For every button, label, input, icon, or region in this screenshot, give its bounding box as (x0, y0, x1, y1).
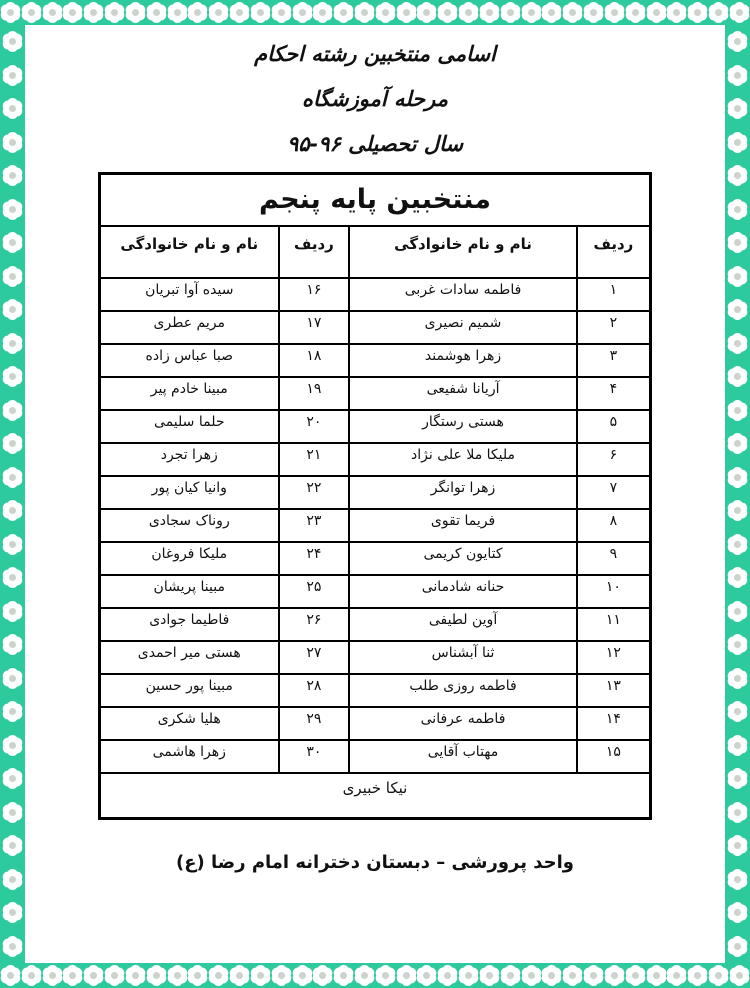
flower-icon (403, 972, 410, 979)
flower-icon (734, 943, 741, 950)
name-cell: روناک سجادی (100, 509, 279, 542)
flower-icon (734, 574, 741, 581)
students-table (98, 172, 652, 820)
table-row (100, 476, 651, 509)
rank-cell: ۲۲ (279, 476, 350, 509)
flower-icon (734, 541, 741, 548)
name-cell: ملیکا ملا علی نژاد (349, 443, 577, 476)
table-bottom-row (100, 773, 651, 819)
flower-icon (403, 9, 410, 16)
table-row (100, 608, 651, 641)
flower-icon (694, 972, 701, 979)
rank-cell: ۲۷ (279, 641, 350, 674)
name-cell: کتایون کریمی (349, 542, 577, 575)
rank-cell: ۱۵ (577, 740, 651, 773)
flower-icon (111, 972, 118, 979)
flower-icon (694, 9, 701, 16)
name-cell: ملیکا فروغان (100, 542, 279, 575)
flower-icon (734, 809, 741, 816)
flower-icon (132, 972, 139, 979)
rank-cell: ۱۹ (279, 377, 350, 410)
flower-icon (734, 608, 741, 615)
flower-icon (486, 972, 493, 979)
flower-icon (257, 972, 264, 979)
flower-icon (734, 239, 741, 246)
decorative-border-top (0, 0, 750, 25)
flower-icon (734, 842, 741, 849)
flower-icon (673, 9, 680, 16)
table-row (100, 542, 651, 575)
flower-icon (153, 9, 160, 16)
name-cell: هستی میر احمدی (100, 641, 279, 674)
header-calligraphy-line-2: مرحله آموزشگاه (301, 87, 448, 111)
name-cell: فاطمه سادات غربی (349, 278, 577, 311)
name-cell: فاطمه عرفانی (349, 707, 577, 740)
flower-icon (9, 474, 16, 481)
flower-icon (653, 972, 660, 979)
flower-icon (734, 775, 741, 782)
flower-icon (734, 708, 741, 715)
flower-icon (465, 9, 472, 16)
table-row (100, 410, 651, 443)
flower-icon (382, 972, 389, 979)
flower-icon (590, 9, 597, 16)
flower-icon (9, 742, 16, 749)
document-content (25, 25, 725, 963)
name-cell: آوین لطیفی (349, 608, 577, 641)
flower-icon (319, 972, 326, 979)
name-cell: آریانا شفیعی (349, 377, 577, 410)
table-row (100, 443, 651, 476)
flower-icon (9, 38, 16, 45)
flower-icon (9, 574, 16, 581)
table-row (100, 311, 651, 344)
column-header-name-left: نام و نام خانوادگی (100, 226, 279, 278)
flower-icon (9, 239, 16, 246)
name-cell: صبا عباس زاده (100, 344, 279, 377)
flower-icon (90, 9, 97, 16)
rank-cell: ۷ (577, 476, 651, 509)
flower-icon (9, 608, 16, 615)
name-cell: حلما سلیمی (100, 410, 279, 443)
name-cell: وانیا کیان پور (100, 476, 279, 509)
flower-icon (215, 972, 222, 979)
flower-icon (299, 9, 306, 16)
flower-icon (340, 972, 347, 979)
flower-icon (734, 72, 741, 79)
name-cell: حنانه شادمانی (349, 575, 577, 608)
flower-icon (9, 541, 16, 548)
name-cell: مهتاب آقایی (349, 740, 577, 773)
header-calligraphy-line-3: سال تحصیلی ۹۶-۹۵ (286, 132, 464, 156)
rank-cell: ۸ (577, 509, 651, 542)
table-header-row (100, 226, 651, 278)
flower-icon (444, 972, 451, 979)
flower-icon (9, 675, 16, 682)
rank-cell: ۲۰ (279, 410, 350, 443)
flower-icon (9, 206, 16, 213)
flower-icon (569, 972, 576, 979)
rank-cell: ۱۷ (279, 311, 350, 344)
flower-icon (736, 972, 743, 979)
rank-cell: ۲۵ (279, 575, 350, 608)
flower-icon (9, 641, 16, 648)
flower-icon (257, 9, 264, 16)
flower-icon (9, 172, 16, 179)
flower-icon (734, 139, 741, 146)
table-row (100, 377, 651, 410)
table-row (100, 740, 651, 773)
name-cell: زهرا هاشمی (100, 740, 279, 773)
rank-cell: ۹ (577, 542, 651, 575)
flower-icon (734, 876, 741, 883)
flower-icon (611, 9, 618, 16)
decorative-border-right (725, 25, 750, 963)
flower-icon (486, 9, 493, 16)
flower-icon (734, 373, 741, 380)
rank-cell: ۴ (577, 377, 651, 410)
flower-icon (9, 775, 16, 782)
rank-cell: ۲۹ (279, 707, 350, 740)
flower-icon (734, 206, 741, 213)
flower-icon (734, 407, 741, 414)
rank-cell: ۵ (577, 410, 651, 443)
students-tbody (100, 278, 651, 773)
flower-icon (28, 9, 35, 16)
flower-icon (9, 943, 16, 950)
name-cell: فاطمه روزی طلب (349, 674, 577, 707)
flower-icon (715, 9, 722, 16)
flower-icon (9, 72, 16, 79)
name-cell: مبینا پور حسین (100, 674, 279, 707)
flower-icon (734, 340, 741, 347)
flower-icon (9, 373, 16, 380)
rank-cell: ۲۴ (279, 542, 350, 575)
flower-icon (734, 105, 741, 112)
flower-icon (153, 972, 160, 979)
flower-icon (444, 9, 451, 16)
flower-icon (736, 9, 743, 16)
name-cell: زهرا تجرد (100, 443, 279, 476)
flower-icon (611, 972, 618, 979)
name-cell: مریم عطری (100, 311, 279, 344)
footer-text: واحد پرورشی – دبستان دخترانه امام رضا (ع) (176, 852, 574, 873)
flower-icon (361, 9, 368, 16)
flower-icon (507, 9, 514, 16)
flower-icon (590, 972, 597, 979)
flower-icon (734, 172, 741, 179)
rank-cell: ۱۴ (577, 707, 651, 740)
flower-icon (9, 708, 16, 715)
flower-icon (194, 9, 201, 16)
rank-cell: ۱۱ (577, 608, 651, 641)
flower-icon (9, 105, 16, 112)
flower-icon (734, 909, 741, 916)
column-header-rank-left: ردیف (279, 226, 350, 278)
name-cell: مبینا پریشان (100, 575, 279, 608)
table-row (100, 674, 651, 707)
flower-icon (507, 972, 514, 979)
flower-icon (90, 972, 97, 979)
document-header (25, 25, 725, 159)
flower-icon (174, 972, 181, 979)
decorative-border-bottom (0, 963, 750, 988)
name-cell: زهرا هوشمند (349, 344, 577, 377)
rank-cell: ۱۶ (279, 278, 350, 311)
flower-icon (548, 9, 555, 16)
flower-icon (7, 9, 14, 16)
rank-cell: ۲۱ (279, 443, 350, 476)
flower-icon (734, 474, 741, 481)
table-title-row (100, 174, 651, 226)
table-title: منتخبین پایه پنجم (100, 174, 651, 226)
flower-icon (548, 972, 555, 979)
flower-icon (278, 9, 285, 16)
table-row (100, 707, 651, 740)
flower-icon (734, 306, 741, 313)
name-cell: فریما تقوی (349, 509, 577, 542)
flower-icon (361, 972, 368, 979)
flower-icon (632, 9, 639, 16)
flower-icon (9, 876, 16, 883)
flower-icon (319, 9, 326, 16)
rank-cell: ۱۰ (577, 575, 651, 608)
flower-icon (734, 38, 741, 45)
flower-icon (734, 675, 741, 682)
rank-cell: ۲ (577, 311, 651, 344)
rank-cell: ۱ (577, 278, 651, 311)
header-calligraphy-line-1: اسامی منتخبین رشته احکام (254, 42, 496, 66)
flower-icon (340, 9, 347, 16)
rank-cell: ۱۸ (279, 344, 350, 377)
flower-icon (734, 440, 741, 447)
flower-icon (69, 9, 76, 16)
column-header-name-right: نام و نام خانوادگی (349, 226, 577, 278)
flower-icon (528, 972, 535, 979)
rank-cell: ۲۶ (279, 608, 350, 641)
rank-cell: ۱۲ (577, 641, 651, 674)
flower-icon (632, 972, 639, 979)
name-cell: شمیم نصیری (349, 311, 577, 344)
flower-icon (132, 9, 139, 16)
flower-icon (111, 9, 118, 16)
flower-icon (528, 9, 535, 16)
flower-icon (299, 972, 306, 979)
flower-icon (673, 972, 680, 979)
flower-icon (9, 340, 16, 347)
rank-cell: ۲۸ (279, 674, 350, 707)
table-row (100, 278, 651, 311)
flower-icon (215, 9, 222, 16)
bottom-row-name: نیکا خبیری (100, 773, 651, 819)
flower-icon (382, 9, 389, 16)
flower-icon (9, 507, 16, 514)
flower-icon (9, 809, 16, 816)
decorative-border-left (0, 25, 25, 963)
name-cell: فاطیما جوادی (100, 608, 279, 641)
flower-icon (465, 972, 472, 979)
flower-icon (734, 507, 741, 514)
flower-icon (9, 139, 16, 146)
flower-icon (734, 742, 741, 749)
name-cell: ثنا آبشناس (349, 641, 577, 674)
flower-icon (423, 9, 430, 16)
flower-icon (278, 972, 285, 979)
flower-icon (49, 972, 56, 979)
flower-icon (174, 9, 181, 16)
flower-icon (7, 972, 14, 979)
flower-icon (734, 273, 741, 280)
column-header-rank-right: ردیف (577, 226, 651, 278)
flower-icon (236, 9, 243, 16)
flower-icon (9, 842, 16, 849)
name-cell: هستی رستگار (349, 410, 577, 443)
flower-icon (569, 9, 576, 16)
table-row (100, 344, 651, 377)
flower-icon (9, 909, 16, 916)
name-cell: هلیا شکری (100, 707, 279, 740)
flower-icon (9, 306, 16, 313)
name-cell: مبینا خادم پیر (100, 377, 279, 410)
flower-icon (9, 440, 16, 447)
name-cell: زهرا توانگر (349, 476, 577, 509)
flower-icon (194, 972, 201, 979)
table-row (100, 509, 651, 542)
flower-icon (715, 972, 722, 979)
table-row (100, 575, 651, 608)
flower-icon (653, 9, 660, 16)
flower-icon (9, 407, 16, 414)
flower-icon (423, 972, 430, 979)
flower-icon (9, 273, 16, 280)
flower-icon (69, 972, 76, 979)
rank-cell: ۳ (577, 344, 651, 377)
name-cell: سیده آوا تبریان (100, 278, 279, 311)
flower-icon (236, 972, 243, 979)
table-row (100, 641, 651, 674)
rank-cell: ۳۰ (279, 740, 350, 773)
flower-icon (49, 9, 56, 16)
flower-icon (28, 972, 35, 979)
flower-icon (734, 641, 741, 648)
rank-cell: ۱۳ (577, 674, 651, 707)
rank-cell: ۶ (577, 443, 651, 476)
rank-cell: ۲۳ (279, 509, 350, 542)
